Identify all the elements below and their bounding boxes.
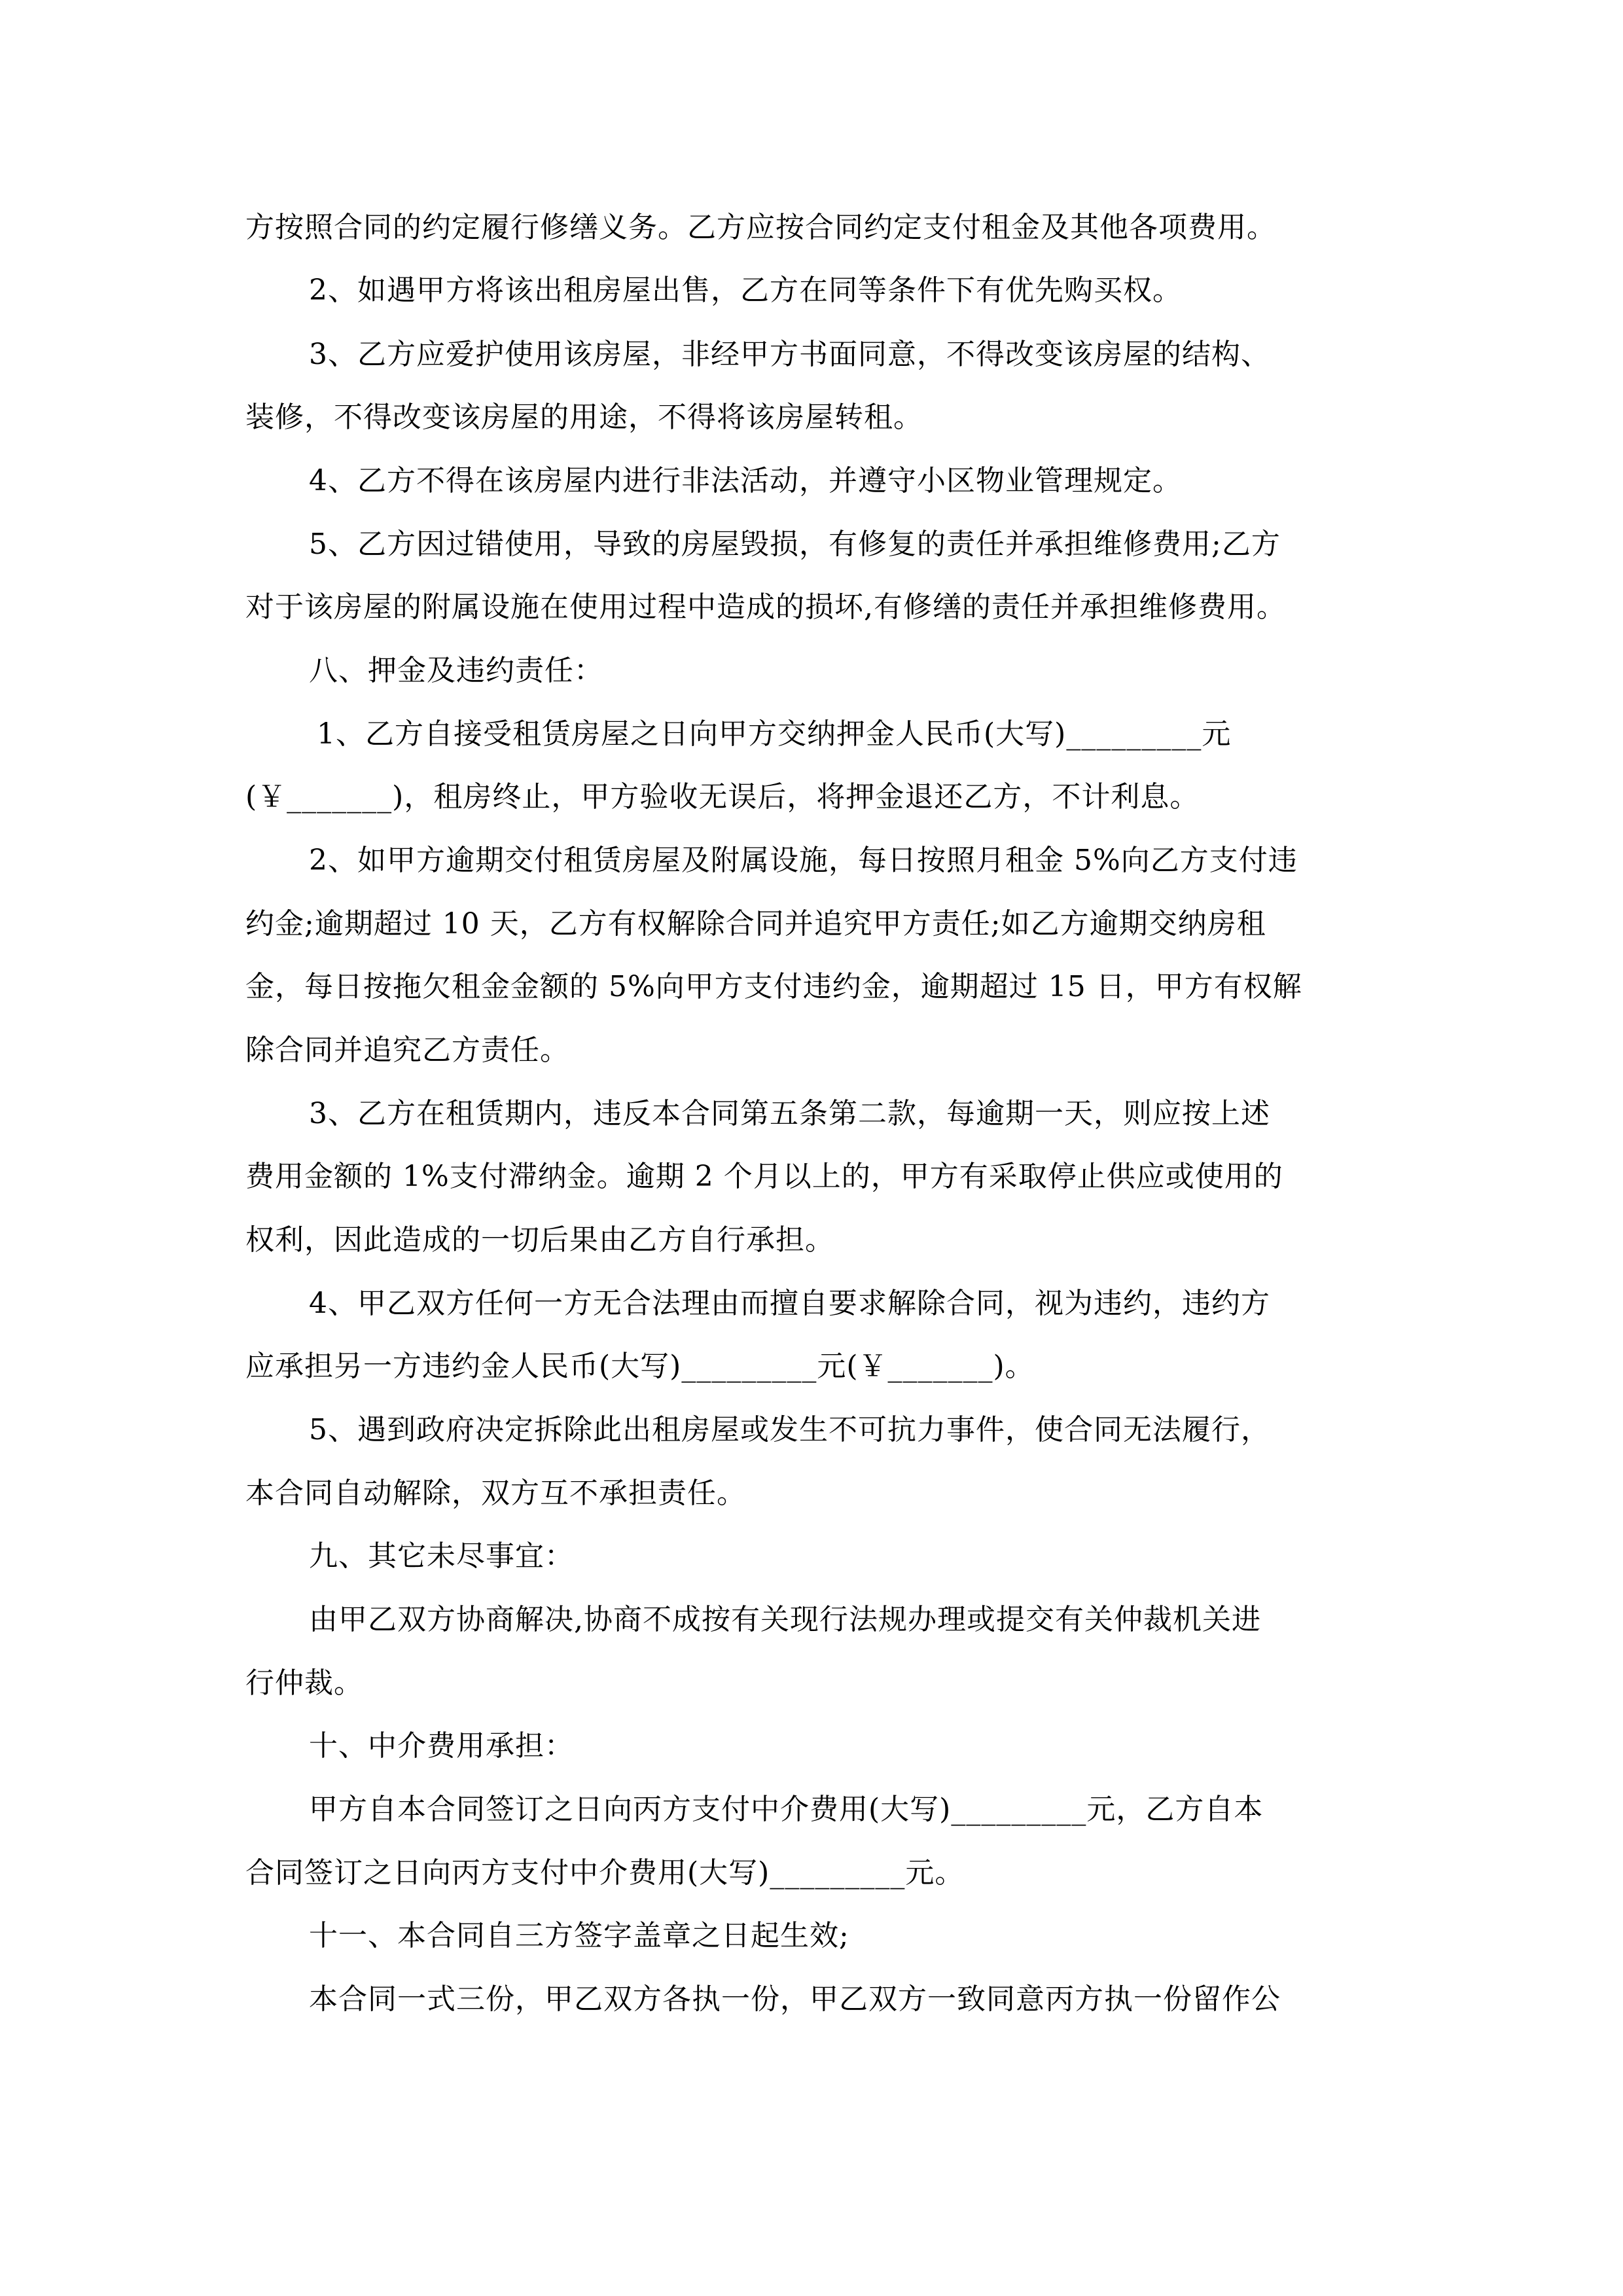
- text-line: 权利，因此造成的一切后果由乙方自行承担。: [245, 1223, 834, 1257]
- section-heading: 十、中介费用承担：: [309, 1729, 574, 1763]
- text-line: 2、如遇甲方将该出租房屋出售，乙方在同等条件下有优先购买权。: [309, 274, 1182, 307]
- text-line: 金，每日按拖欠租金金额的 5%向甲方支付违约金，逾期超过 15 日，甲方有权解: [245, 970, 1302, 1003]
- text-line: 甲方自本合同签订之日向丙方支付中介费用(大写)_________元，乙方自本: [309, 1793, 1264, 1826]
- text-line: 3、乙方应爱护使用该房屋，非经甲方书面同意，不得改变该房屋的结构、: [309, 338, 1270, 371]
- text-line: 约金;逾期超过 10 天，乙方有权解除合同并追究甲方责任;如乙方逾期交纳房租: [245, 907, 1266, 941]
- text-line: 行仲裁。: [245, 1666, 363, 1700]
- text-line: 应承担另一方违约金人民币(大写)_________元(￥_______)。: [245, 1350, 1035, 1383]
- text-line: 由甲乙双方协商解决,协商不成按有关现行法规办理或提交有关仲裁机关进: [309, 1603, 1261, 1636]
- text-line: 除合同并追究乙方责任。: [245, 1033, 569, 1067]
- text-line: 合同签订之日向丙方支付中介费用(大写)_________元。: [245, 1856, 965, 1890]
- section-heading: 十一、本合同自三方签字盖章之日起生效;: [309, 1919, 849, 1952]
- section-heading: 八、押金及违约责任：: [309, 654, 603, 687]
- text-line: 本合同自动解除，双方互不承担责任。: [245, 1477, 746, 1510]
- text-line: 4、甲乙双方任何一方无合法理由而擅自要求解除合同，视为违约，违约方: [309, 1287, 1270, 1320]
- text-line: 3、乙方在租赁期内，违反本合同第五条第二款，每逾期一天，则应按上述: [309, 1097, 1270, 1130]
- text-line: 2、如甲方逾期交付租赁房屋及附属设施，每日按照月租金 5%向乙方支付违: [309, 844, 1298, 877]
- text-line: 费用金额的 1%支付滞纳金。逾期 2 个月以上的，甲方有采取停止供应或使用的: [245, 1160, 1283, 1193]
- text-line: 对于该房屋的附属设施在使用过程中造成的损坏,有修缮的责任并承担维修费用。: [245, 590, 1286, 624]
- text-line: 5、遇到政府决定拆除此出租房屋或发生不可抗力事件，使合同无法履行，: [309, 1413, 1270, 1446]
- text-line: (￥_______)，租房终止，甲方验收无误后，将押金退还乙方，不计利息。: [245, 780, 1200, 814]
- text-line: 本合同一式三份，甲乙双方各执一份，甲乙双方一致同意丙方执一份留作公: [309, 1982, 1281, 2016]
- text-line: 5、乙方因过错使用，导致的房屋毁损，有修复的责任并承担维修费用;乙方: [309, 528, 1281, 561]
- text-line: 1、乙方自接受租赁房屋之日向甲方交纳押金人民币(大写)_________元: [317, 717, 1232, 751]
- text-line: 方按照合同的约定履行修缮义务。乙方应按合同约定支付租金及其他各项费用。: [245, 211, 1276, 244]
- section-heading: 九、其它未尽事宜：: [309, 1539, 574, 1573]
- text-line: 4、乙方不得在该房屋内进行非法活动，并遵守小区物业管理规定。: [309, 464, 1182, 497]
- text-line: 装修，不得改变该房屋的用途，不得将该房屋转租。: [245, 401, 923, 434]
